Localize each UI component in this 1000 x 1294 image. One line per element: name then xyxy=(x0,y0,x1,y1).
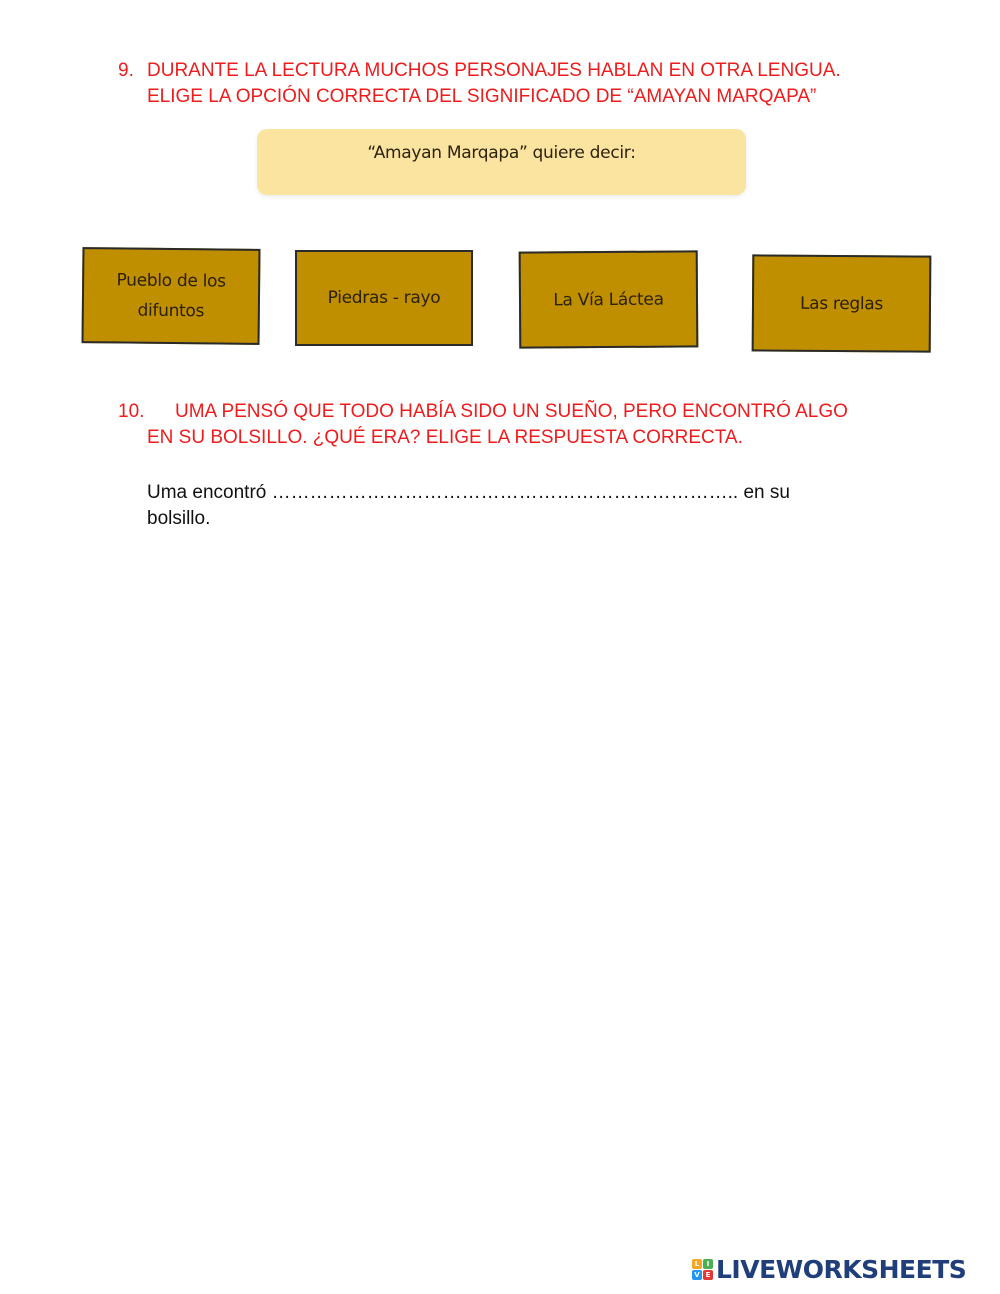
question-line: UMA PENSÓ QUE TODO HABÍA SIDO UN SUEÑO, PERO ENCONTRÓ ALGO xyxy=(175,401,848,422)
question-line: DURANTE LA LECTURA MUCHOS PERSONAJES HABLAN EN OTRA LENGUA. xyxy=(147,60,841,81)
question-text xyxy=(147,58,958,110)
question-10 xyxy=(118,399,958,451)
option-label: difuntos xyxy=(137,300,205,322)
option-las-reglas[interactable] xyxy=(752,254,932,352)
question-9 xyxy=(118,58,958,110)
answer-line-2: bolsillo. xyxy=(147,508,211,529)
logo-mark-letter: V xyxy=(692,1270,702,1280)
answer-sentence xyxy=(147,480,887,532)
answer-line-1: Uma encontró ……………………………………………………………….. en su xyxy=(147,482,790,503)
liveworksheets-logo xyxy=(692,1255,966,1283)
option-label: Pueblo de los xyxy=(116,270,226,292)
option-pueblo-de-los-difuntos[interactable] xyxy=(82,247,261,345)
option-la-via-lactea[interactable] xyxy=(519,250,699,348)
option-label: Piedras - rayo xyxy=(327,288,441,308)
option-piedras-rayo[interactable] xyxy=(295,250,473,346)
question-line: ELIGE LA OPCIÓN CORRECTA DEL SIGNIFICADO DE “AMAYAN MARQAPA” xyxy=(147,86,817,107)
logo-mark-letter: E xyxy=(703,1270,713,1280)
question-line: EN SU BOLSILLO. ¿QUÉ ERA? ELIGE LA RESPUESTA CORRECTA. xyxy=(147,427,743,448)
prompt-text: “Amayan Marqapa” quiere decir: xyxy=(367,143,636,163)
logo-text: LIVEWORKSHEETS xyxy=(716,1254,967,1284)
logo-mark-icon xyxy=(692,1259,713,1280)
option-label: Las reglas xyxy=(799,293,884,314)
question-text xyxy=(147,399,958,451)
logo-mark-letter: I xyxy=(703,1259,713,1269)
option-label: La Vía Láctea xyxy=(553,289,664,310)
prompt-box xyxy=(257,129,746,195)
logo-mark-letter: L xyxy=(692,1259,702,1269)
question-number: 10. xyxy=(118,401,145,422)
question-number: 9. xyxy=(118,60,134,81)
